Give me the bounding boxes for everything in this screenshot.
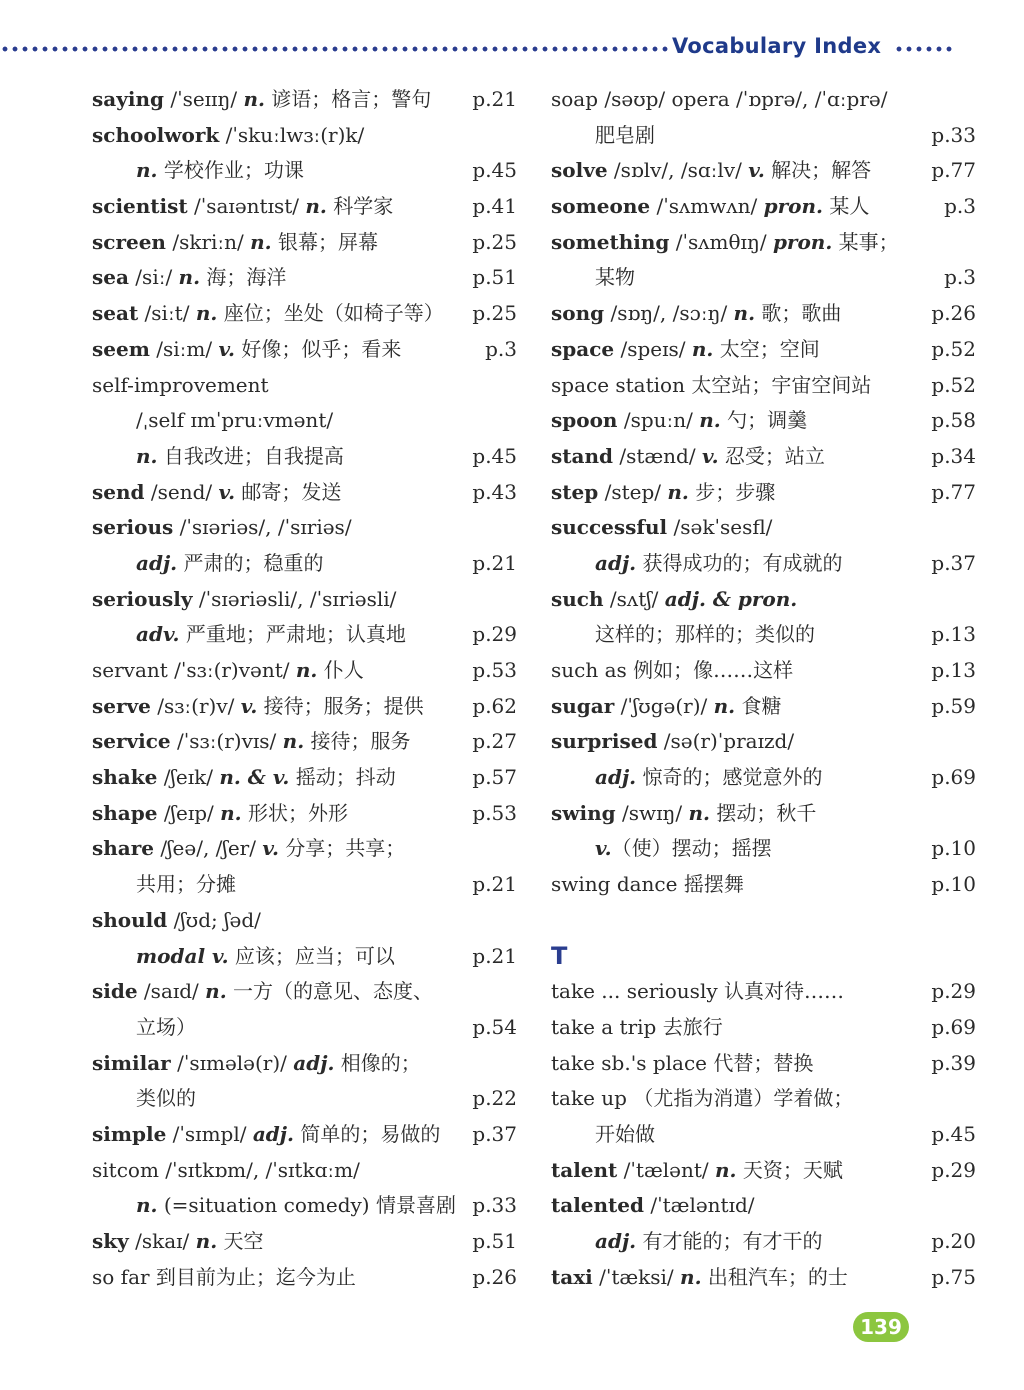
page-reference: p.29 <box>931 979 976 1004</box>
part-of-speech: n. <box>250 229 272 254</box>
vocab-entry-line <box>551 831 976 867</box>
vocab-entry-line <box>551 475 976 511</box>
headword: seat <box>92 301 139 326</box>
vocab-entry-line <box>551 332 976 368</box>
part-of-speech: n. <box>691 336 714 361</box>
entry-text: swing dance 摇摆舞 <box>551 872 744 897</box>
definition: 惊奇的；感觉意外的 <box>636 765 823 790</box>
part-of-speech: adj. <box>595 765 637 790</box>
part-of-speech: v. <box>748 158 765 183</box>
headword: sugar <box>551 693 615 718</box>
page-reference: p.43 <box>472 479 517 504</box>
headword: song <box>551 301 605 326</box>
page-reference: p.10 <box>931 836 976 861</box>
definition: 步；步骤 <box>688 479 776 504</box>
definition: 获得成功的；有成就的 <box>636 550 843 575</box>
vocab-entry-line <box>92 1010 517 1046</box>
definition: 自我改进；自我提高 <box>157 443 344 468</box>
headword: taxi <box>551 1264 593 1289</box>
headword: sky <box>92 1229 129 1253</box>
vocab-entry-line <box>551 974 976 1010</box>
entry-text: /ʃʊd; ʃəd/ <box>167 907 261 932</box>
entry-text: /ˈtælənt/ <box>617 1157 715 1182</box>
vocab-entry-line <box>551 939 976 975</box>
vocab-entry-line <box>551 1010 976 1046</box>
entry-text: /ˈtæksi/ <box>592 1264 681 1289</box>
entry-text: /ˈsɪəriəsli/, /ˈsɪriəsli/ <box>192 586 397 611</box>
page-reference: p.41 <box>472 194 517 219</box>
page-reference: p.62 <box>472 693 517 718</box>
page-reference: p.21 <box>472 87 517 111</box>
definition: 太空；空间 <box>713 336 820 361</box>
right-column <box>551 82 976 1295</box>
definition: 出租汽车；的士 <box>701 1264 848 1289</box>
vocab-entry-line <box>551 439 976 475</box>
headword: step <box>551 479 599 504</box>
part-of-speech: adj. & pron. <box>664 586 798 611</box>
definition: 接待；服务 <box>304 729 411 754</box>
vocab-entry-line <box>551 368 976 404</box>
part-of-speech: adj. <box>252 1121 294 1146</box>
vocab-entry-line <box>92 153 517 189</box>
vocab-entry-line <box>551 1188 976 1224</box>
definition: 解决；解答 <box>764 158 872 183</box>
vocab-entry-line <box>92 689 517 725</box>
definition: 严肃的；稳重的 <box>177 550 324 575</box>
entry-text: /skriːn/ <box>165 229 251 254</box>
definition: 学校作业；功课 <box>157 158 304 183</box>
headword: seem <box>92 336 150 361</box>
page-reference: p.52 <box>931 336 976 361</box>
entry-text: /ˈsʌmθɪŋ/ <box>669 229 773 254</box>
vocab-entry-line <box>92 1224 517 1260</box>
entry-text: take ... seriously 认真对待…… <box>551 979 844 1004</box>
vocab-entry-line <box>92 510 517 546</box>
headword: surprised <box>551 729 658 754</box>
vocab-entry-line <box>92 974 517 1010</box>
part-of-speech: n. <box>220 800 242 825</box>
page-reference: p.53 <box>472 658 517 682</box>
vocab-entry-line <box>92 760 517 796</box>
definition: 形状；外形 <box>241 800 348 825</box>
vocab-entry-line <box>551 1260 976 1296</box>
definition: 开始做 <box>595 1121 655 1146</box>
section-letter: T <box>551 941 568 970</box>
vocab-entry-line <box>92 1260 517 1296</box>
part-of-speech: n. <box>178 265 201 290</box>
part-of-speech: n. <box>733 301 756 326</box>
page-reference: p.21 <box>472 872 517 897</box>
entry-text: sitcom /ˈsɪtkɒm/, /ˈsɪtkɑːm/ <box>92 1157 360 1182</box>
page-reference: p.77 <box>931 479 976 504</box>
part-of-speech: n. <box>715 1157 737 1182</box>
definition: 勺；调羹 <box>720 408 808 433</box>
vocab-entry-line <box>92 1046 517 1082</box>
entry-text: /ʃeɪk/ <box>157 765 220 790</box>
entry-text: /ˈsɪmpl/ <box>166 1121 253 1146</box>
vocab-entry-line <box>92 368 517 404</box>
vocab-entry-line <box>551 617 976 653</box>
header-title: Vocabulary Index <box>672 34 882 58</box>
definition: 共用；分摊 <box>136 872 236 897</box>
page-reference: p.34 <box>931 443 976 468</box>
definition: 谚语；格言；警句 <box>264 87 432 111</box>
page-reference: p.3 <box>944 194 976 219</box>
page-reference: p.13 <box>931 622 976 647</box>
entry-text: self-improvement <box>92 372 269 397</box>
part-of-speech: n. <box>195 1229 218 1253</box>
vocab-entry-line <box>92 189 517 225</box>
entry-text: /spuːn/ <box>617 408 700 433</box>
page-reference: p.45 <box>931 1121 976 1146</box>
definition: 有才能的；有才干的 <box>636 1229 823 1253</box>
headword: scientist <box>92 194 188 219</box>
page-reference: p.21 <box>472 943 517 968</box>
part-of-speech: n. <box>688 800 710 825</box>
headword: screen <box>92 229 166 254</box>
definition: 座位；坐处（如椅子等） <box>217 301 444 326</box>
vocab-entry-line <box>551 1081 976 1117</box>
entry-text: /ˈsɪmələ(r)/ <box>170 1050 294 1075</box>
definition: 一方（的意见、态度、 <box>226 979 434 1004</box>
headword: swing <box>551 800 616 825</box>
headword: side <box>92 979 138 1004</box>
definition: 立场） <box>136 1014 196 1039</box>
page-reference: p.69 <box>931 1014 976 1039</box>
headword: talent <box>551 1157 618 1182</box>
part-of-speech: n. & v. <box>219 765 290 790</box>
vocab-entry-line <box>551 760 976 796</box>
page-reference: p.20 <box>931 1229 976 1253</box>
page-reference: p.29 <box>472 622 517 647</box>
definition: 某人 <box>822 194 870 219</box>
page-reference: p.27 <box>472 729 517 754</box>
vocab-entry-line <box>92 939 517 975</box>
definition: 这样的；那样的；类似的 <box>595 622 815 647</box>
headword: something <box>551 229 670 254</box>
headword: similar <box>92 1050 171 1075</box>
headword: serve <box>92 693 151 718</box>
part-of-speech: n. <box>243 87 265 111</box>
part-of-speech: pron. <box>763 194 823 219</box>
vocab-entry-line <box>551 1224 976 1260</box>
page-reference: p.25 <box>472 229 517 254</box>
entry-text: take a trip 去旅行 <box>551 1014 723 1039</box>
vocab-entry-line <box>551 796 976 832</box>
page-reference: p.75 <box>931 1264 976 1289</box>
vocab-entry-line <box>92 867 517 903</box>
headword: space <box>551 336 615 361</box>
page-reference: p.13 <box>931 658 976 682</box>
definition: 邮寄；发送 <box>235 479 342 504</box>
page-reference: p.21 <box>472 550 517 575</box>
definition: 相像的； <box>334 1050 421 1075</box>
entry-text: /ʃeɪp/ <box>157 800 221 825</box>
part-of-speech: modal v. <box>136 943 229 968</box>
definition: 好像；似乎；看来 <box>235 336 402 361</box>
entry-text: /ˈsaɪəntɪst/ <box>187 194 306 219</box>
headword: schoolwork <box>92 122 220 147</box>
definition: 科学家 <box>326 194 394 219</box>
headword: serious <box>92 515 174 540</box>
vocab-entry-line <box>92 225 517 261</box>
part-of-speech: n. <box>305 194 327 219</box>
part-of-speech: n. <box>295 658 318 682</box>
page-reference: p.45 <box>472 158 517 183</box>
part-of-speech: n. <box>195 301 218 326</box>
part-of-speech: v. <box>595 836 612 861</box>
definition: 接待；服务；提供 <box>257 693 424 718</box>
vocab-entry-line <box>551 510 976 546</box>
definition: 简单的；易做的 <box>294 1121 441 1146</box>
vocab-entry-line <box>92 546 517 582</box>
part-of-speech: adj. <box>595 550 637 575</box>
entry-text: /sɒŋ/, /sɔːŋ/ <box>604 301 734 326</box>
definition: 歌；歌曲 <box>755 301 842 326</box>
entry-text: space station 太空站；宇宙空间站 <box>551 372 872 397</box>
entry-text: /stænd/ <box>612 443 702 468</box>
part-of-speech: n. <box>713 693 736 718</box>
entry-text: /ˈtæləntɪd/ <box>644 1193 755 1218</box>
definition: 仆人 <box>317 658 364 682</box>
entry-text: servant /ˈsɜː(r)vənt/ <box>92 658 296 682</box>
headword: sea <box>92 265 129 290</box>
vocab-entry-line <box>92 1117 517 1153</box>
headword: seriously <box>92 586 193 611</box>
entry-text: /səkˈsesfl/ <box>667 515 773 540</box>
vocab-entry-line <box>551 260 976 296</box>
definition: 忍受；站立 <box>718 443 825 468</box>
entry-text: /ˈseɪɪŋ/ <box>163 87 244 111</box>
entry-text: /siːm/ <box>149 336 219 361</box>
vocab-entry-line <box>92 1188 517 1224</box>
vocab-entry-line <box>92 475 517 511</box>
vocab-entry-line <box>551 582 976 618</box>
headword: successful <box>551 515 668 540</box>
entry-text: /sɜː(r)v/ <box>150 693 241 718</box>
part-of-speech: adj. <box>293 1050 335 1075</box>
page-reference: p.53 <box>472 800 517 825</box>
part-of-speech: pron. <box>772 229 833 254</box>
entry-text: /sʌtʃ/ <box>603 586 665 611</box>
definition: 天资；天赋 <box>736 1157 843 1182</box>
headword: such <box>551 586 604 611</box>
vocab-entry-line <box>92 796 517 832</box>
part-of-speech: n. <box>136 1193 158 1218</box>
page-reference: p.69 <box>931 765 976 790</box>
entry-text: /ˌself ɪmˈpruːvmənt/ <box>136 408 334 433</box>
vocab-entry-line <box>551 1153 976 1189</box>
page-reference: p.54 <box>472 1014 517 1039</box>
part-of-speech: v. <box>262 836 279 861</box>
vocab-entry-line <box>551 403 976 439</box>
headword: service <box>92 729 171 754</box>
headword: send <box>92 479 145 504</box>
vocab-entry-line <box>92 332 517 368</box>
part-of-speech: n. <box>205 979 227 1004</box>
headword: shake <box>92 765 158 790</box>
vocab-entry-line <box>92 82 517 118</box>
headword: saying <box>92 87 164 111</box>
vocab-entry-line <box>551 82 976 118</box>
entry-text: take sb.'s place 代替；替换 <box>551 1050 814 1075</box>
page-reference: p.3 <box>485 336 517 361</box>
headword: someone <box>551 194 651 219</box>
entry-text: /saɪd/ <box>137 979 206 1004</box>
vocab-entry-line <box>92 1153 517 1189</box>
vocab-entry-line <box>92 903 517 939</box>
vocab-entry-line <box>92 653 517 689</box>
definition: 食糖 <box>735 693 782 718</box>
headword: should <box>92 907 168 932</box>
header-dotted-rule-right <box>894 46 954 52</box>
entry-text: /ˈskuːlwɜː(r)k/ <box>219 122 365 147</box>
vocab-entry-line <box>551 546 976 582</box>
page-reference: p.37 <box>931 550 976 575</box>
entry-text: /sɒlv/, /sɑːlv/ <box>607 158 749 183</box>
vocab-entry-line <box>92 724 517 760</box>
vocab-entry-line <box>92 403 517 439</box>
headword: spoon <box>551 408 618 433</box>
headword: share <box>92 836 155 861</box>
page-reference: p.25 <box>472 301 517 326</box>
page-reference: p.57 <box>472 765 517 790</box>
entry-text: /ˈsɪəriəs/, /ˈsɪriəs/ <box>173 515 352 540</box>
definition: 银幕；屏幕 <box>271 229 378 254</box>
part-of-speech: n. <box>136 158 158 183</box>
entry-text: /siːt/ <box>138 301 196 326</box>
left-column <box>92 82 517 1295</box>
part-of-speech: n. <box>282 729 305 754</box>
part-of-speech: v. <box>218 479 236 504</box>
part-of-speech: n. <box>699 408 721 433</box>
definition: 某物 <box>595 265 635 290</box>
vocab-entry-line <box>551 689 976 725</box>
vocab-entry-line <box>551 1046 976 1082</box>
entry-text: /sə(r)ˈpraɪzd/ <box>657 729 795 754</box>
vocab-entry-line <box>92 260 517 296</box>
header-dotted-rule <box>0 46 668 52</box>
definition: 摆动；秋千 <box>709 800 817 825</box>
vocab-entry-line <box>92 296 517 332</box>
definition: 分享；共享； <box>278 836 406 861</box>
vocab-entry-line <box>92 582 517 618</box>
vocab-entry-line <box>551 867 976 903</box>
headword: shape <box>92 800 158 825</box>
entry-text: take up （尤指为消遣）学着做； <box>551 1086 854 1111</box>
page-reference: p.52 <box>931 372 976 397</box>
part-of-speech: adj. <box>595 1229 637 1253</box>
vocab-entry-line <box>92 1081 517 1117</box>
page-reference: p.26 <box>931 301 976 326</box>
headword: stand <box>551 443 613 468</box>
definition: 某事； <box>832 229 899 254</box>
entry-text: /ˈʃʊgə(r)/ <box>614 693 714 718</box>
definition: 肥皂剧 <box>595 122 655 147</box>
page-reference: p.39 <box>931 1050 976 1075</box>
definition: （使）摆动；摇摆 <box>611 836 772 861</box>
entry-text: /swɪŋ/ <box>615 800 689 825</box>
page-number-badge: 139 <box>853 1312 909 1342</box>
entry-text: /step/ <box>598 479 668 504</box>
page-reference: p.22 <box>472 1086 517 1111</box>
entry-text: /skaɪ/ <box>128 1229 196 1253</box>
vocab-entry-line <box>551 1117 976 1153</box>
entry-text: /siː/ <box>128 265 179 290</box>
part-of-speech: n. <box>680 1264 702 1289</box>
page-reference: p.10 <box>931 872 976 897</box>
vocab-entry-line <box>551 653 976 689</box>
part-of-speech: n. <box>667 479 689 504</box>
page-reference: p.77 <box>931 158 976 183</box>
definition: 类似的 <box>136 1086 196 1111</box>
entry-text: /send/ <box>144 479 219 504</box>
page-reference: p.3 <box>944 265 976 290</box>
part-of-speech: n. <box>136 443 158 468</box>
definition: 严重地；严肃地；认真地 <box>179 622 406 647</box>
definition: 天空 <box>217 1229 264 1253</box>
page-reference: p.45 <box>472 443 517 468</box>
vocab-entry-line <box>551 153 976 189</box>
entry-text: so far 到目前为止；迄今为止 <box>92 1264 356 1289</box>
page-reference: p.51 <box>472 265 517 290</box>
headword: talented <box>551 1193 645 1218</box>
vocab-entry-line <box>551 189 976 225</box>
part-of-speech: v. <box>240 693 258 718</box>
entry-text: /ˈsɜː(r)vɪs/ <box>170 729 283 754</box>
part-of-speech: adv. <box>136 622 180 647</box>
page-reference: p.37 <box>472 1121 517 1146</box>
entry-text: /ʃeə/, /ʃer/ <box>154 836 263 861</box>
vocab-entry-line <box>551 296 976 332</box>
vocab-entry-line <box>551 118 976 154</box>
page-reference: p.59 <box>931 693 976 718</box>
vocab-entry-line <box>551 724 976 760</box>
page-reference: p.33 <box>931 122 976 147</box>
vocab-entry-line <box>92 831 517 867</box>
vocab-entry-line <box>92 617 517 653</box>
vocab-entry-line <box>92 439 517 475</box>
definition: 海；海洋 <box>200 265 287 290</box>
vocab-entry-line <box>551 225 976 261</box>
part-of-speech: v. <box>701 443 719 468</box>
definition: 摇动；抖动 <box>289 765 396 790</box>
entry-text: such as 例如；像……这样 <box>551 658 794 682</box>
vocab-entry-line <box>92 118 517 154</box>
part-of-speech: adj. <box>136 550 178 575</box>
entry-text: /ˈsʌmwʌn/ <box>650 194 764 219</box>
definition: (=situation comedy) 情景喜剧 <box>157 1193 456 1218</box>
definition: 应该；应当；可以 <box>228 943 395 968</box>
page-reference: p.33 <box>472 1193 517 1218</box>
page-reference: p.58 <box>931 408 976 433</box>
headword: simple <box>92 1121 167 1146</box>
page-reference: p.51 <box>472 1229 517 1253</box>
page-reference: p.26 <box>472 1264 517 1289</box>
page-reference: p.29 <box>931 1157 976 1182</box>
part-of-speech: v. <box>218 336 236 361</box>
headword: solve <box>551 158 608 183</box>
vocab-entry-line <box>551 903 976 939</box>
entry-text: /speɪs/ <box>614 336 692 361</box>
entry-text: soap /səʊp/ opera /ˈɒprə/, /ˈɑːprə/ <box>551 87 888 111</box>
